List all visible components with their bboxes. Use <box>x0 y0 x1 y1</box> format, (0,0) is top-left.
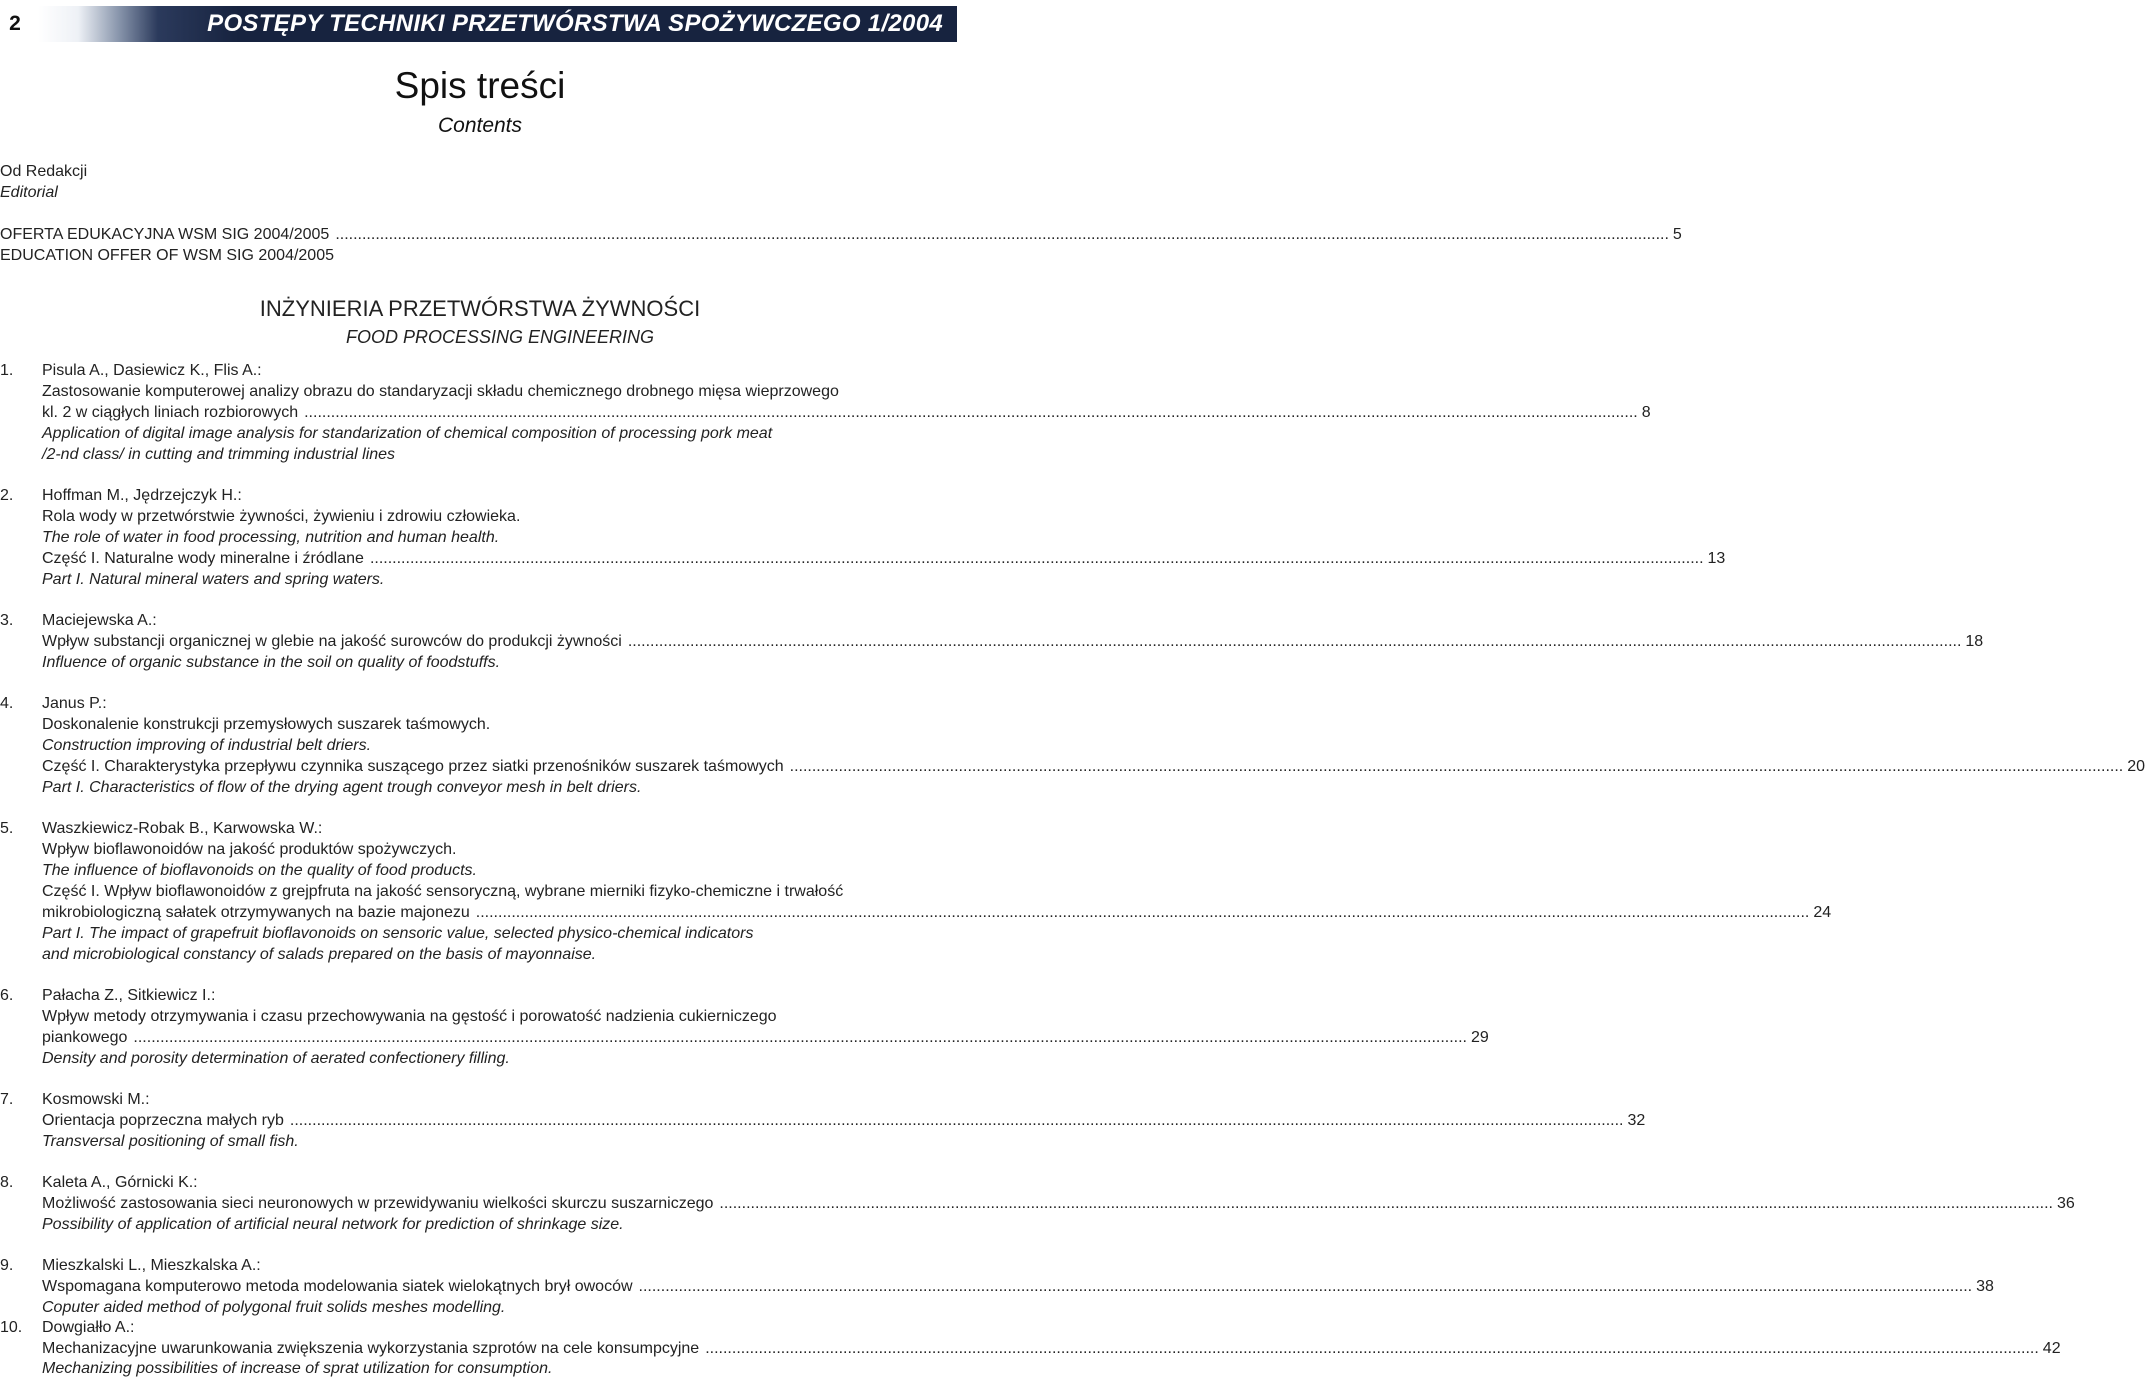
toc-title: Spis treści <box>394 65 566 106</box>
entry-title-line <box>42 756 2145 777</box>
editorial-en: Editorial <box>0 184 58 201</box>
page-ref: 29 <box>1471 1029 1489 1046</box>
page-ref: 8 <box>1641 404 1651 421</box>
entry-number: 4. <box>0 695 14 712</box>
page-ref: 5 <box>1672 226 1682 243</box>
entry-title-line <box>42 548 1726 569</box>
entry-title-en: Part I. The impact of grapefruit bioflavonoids on sensoric value, selected physico-chemical indicators <box>42 925 754 942</box>
entry-authors: Maciejewska A.: <box>42 612 157 629</box>
page-ref: 13 <box>1707 550 1726 567</box>
journal-banner <box>38 6 957 42</box>
dot-leader: ............................................................................................................................................................................................................................................................................................................ <box>369 550 1704 567</box>
entry-authors: Pałacha Z., Sitkiewicz I.: <box>42 987 216 1004</box>
entry-title-en: The influence of bioflavonoids on the quality of food products. <box>42 862 477 879</box>
entry-title-pl: piankowego <box>42 1029 128 1046</box>
entry-title-pl: Możliwość zastosowania sieci neuronowych w przewidywaniu wielkości skurczu suszarniczego <box>42 1195 714 1212</box>
entry-title-pl: kl. 2 w ciągłych liniach rozbiorowych <box>42 404 299 421</box>
entry-number: 5. <box>0 820 14 837</box>
entry-title-en: Mechanizing possibilities of increase of sprat utilization for consumption. <box>42 1360 553 1377</box>
page-ref: 36 <box>2056 1195 2075 1212</box>
entry-title-en: Application of digital image analysis for standarization of chemical composition of processing pork meat <box>42 425 773 442</box>
dot-leader: ............................................................................................................................................................................................................................................................................................................ <box>304 404 1638 421</box>
dot-leader: ............................................................................................................................................................................................................................................................................................................ <box>705 1340 2039 1357</box>
section-subtitle: FOOD PROCESSING ENGINEERING <box>345 327 655 347</box>
entry-title-pl: Orientacja poprzeczna małych ryb <box>42 1112 284 1129</box>
dot-leader: ............................................................................................................................................................................................................................................................................................................ <box>335 226 1669 243</box>
entry-title-en: Possibility of application of artificial neural network for prediction of shrinkage size. <box>42 1216 624 1233</box>
entry-title-pl: Wpływ substancji organicznej w glebie na jakość surowców do produkcji żywności <box>42 633 622 650</box>
entry-title-pl: Wspomagana komputerowo metoda modelowania siatek wielokątnych brył owoców <box>42 1278 633 1295</box>
dot-leader: ............................................................................................................................................................................................................................................................................................................ <box>627 633 1962 650</box>
entry-title-line <box>42 1027 1489 1048</box>
journal-title: POSTĘPY TECHNIKI PRZETWÓRSTWA SPOŻYWCZEGO 1/2004 <box>207 10 943 37</box>
entry-number: 3. <box>0 612 14 629</box>
entry-authors: Hoffman M., Jędrzejczyk H.: <box>42 487 242 504</box>
entry-title-line <box>42 902 1832 923</box>
entry-number: 6. <box>0 987 14 1004</box>
entry-title-pl: Wpływ metody otrzymywania i czasu przechowywania na gęstość i porowatość nadzienia cukierniczego <box>42 1008 777 1025</box>
entry-title-en: Part I. Characteristics of flow of the drying agent trough conveyor mesh in belt driers. <box>42 779 642 796</box>
editorial-pl: Od Redakcji <box>0 163 88 180</box>
page-header <box>0 0 960 44</box>
entry-title-en: /2-nd class/ in cutting and trimming industrial lines <box>42 446 396 463</box>
entry-title-line <box>42 1110 1646 1131</box>
page-number: 2 <box>9 12 21 35</box>
section-title: INŻYNIERIA PRZETWÓRSTWA ŻYWNOŚCI <box>259 296 701 321</box>
entry-number: 8. <box>0 1174 14 1191</box>
entry-title-en: and microbiological constancy of salads prepared on the basis of mayonnaise. <box>42 946 597 963</box>
offer-pl: OFERTA EDUKACYJNA WSM SIG 2004/2005 <box>0 226 330 243</box>
dot-leader: ............................................................................................................................................................................................................................................................................................................ <box>475 904 1810 921</box>
entry-title-pl: Rola wody w przetwórstwie żywności, żywieniu i zdrowiu człowieka. <box>42 508 521 525</box>
offer-en: EDUCATION OFFER OF WSM SIG 2004/2005 <box>0 247 334 264</box>
page-ref: 32 <box>1627 1112 1646 1129</box>
entry-title-pl: Część I. Charakterystyka przepływu czynnika suszącego przez siatki przenośników suszarek taśmowych <box>42 758 784 775</box>
entry-authors: Kaleta A., Górnicki K.: <box>42 1174 198 1191</box>
entry-title-pl: Wpływ bioflawonoidów na jakość produktów spożywczych. <box>42 841 457 858</box>
dot-leader: ............................................................................................................................................................................................................................................................................................................ <box>719 1195 2053 1212</box>
entry-title-pl: Zastosowanie komputerowej analizy obrazu do standaryzacji składu chemicznego drobnego mięsa wieprzowego <box>42 383 839 400</box>
entry-title-en: Transversal positioning of small fish. <box>42 1133 299 1150</box>
offer-line <box>0 224 1682 245</box>
entry-title-pl: mikrobiologiczną sałatek otrzymywanych na bazie majonezu <box>42 904 470 921</box>
entry-authors: Waszkiewicz-Robak B., Karwowska W.: <box>42 820 323 837</box>
entry-authors: Janus P.: <box>42 695 107 712</box>
entry-title-pl: Część I. Naturalne wody mineralne i źródlane <box>42 550 364 567</box>
entry-title-line <box>42 1276 1994 1297</box>
page-ref: 24 <box>1813 904 1832 921</box>
entry-title-pl: Doskonalenie konstrukcji przemysłowych suszarek taśmowych. <box>42 716 491 733</box>
entry-title-en: Part I. Natural mineral waters and spring waters. <box>42 571 385 588</box>
entry-authors: Dowgiałło A.: <box>42 1319 135 1336</box>
dot-leader: ............................................................................................................................................................................................................................................................................................................ <box>789 758 2124 775</box>
entry-title-line <box>42 1193 2075 1214</box>
dot-leader: ............................................................................................................................................................................................................................................................................................................ <box>638 1278 1973 1295</box>
entry-authors: Kosmowski M.: <box>42 1091 150 1108</box>
entry-title-pl: Część I. Wpływ bioflawonoidów z grejpfruta na jakość sensoryczną, wybrane mierniki fizyko-chemiczne i trwałość <box>42 883 844 900</box>
entry-authors: Mieszkalski L., Mieszkalska A.: <box>42 1257 261 1274</box>
entry-title-en: Coputer aided method of polygonal fruit solids meshes modelling. <box>42 1299 506 1316</box>
entry-title-line <box>42 631 1984 652</box>
entry-number: 9. <box>0 1257 14 1274</box>
entry-title-en: Construction improving of industrial belt driers. <box>42 737 372 754</box>
entry-authors: Pisula A., Dasiewicz K., Flis A.: <box>42 362 262 379</box>
page-ref: 18 <box>1965 633 1984 650</box>
page-ref: 38 <box>1976 1278 1994 1295</box>
entry-number: 10. <box>0 1319 23 1336</box>
entry-title-pl: Mechanizacyjne uwarunkowania zwiększenia wykorzystania szprotów na cele konsumpcyjne <box>42 1340 700 1357</box>
entry-title-line <box>42 402 1651 423</box>
toc-subtitle: Contents <box>437 114 523 137</box>
entry-title-en: Density and porosity determination of aerated confectionery filling. <box>42 1050 510 1067</box>
entry-title-en: The role of water in food processing, nutrition and human health. <box>42 529 500 546</box>
entry-title-en: Influence of organic substance in the soil on quality of foodstuffs. <box>42 654 501 671</box>
entry-title-line <box>42 1338 2061 1359</box>
dot-leader: ............................................................................................................................................................................................................................................................................................................ <box>133 1029 1467 1046</box>
entry-number: 2. <box>0 487 14 504</box>
page-ref: 42 <box>2042 1340 2061 1357</box>
dot-leader: ............................................................................................................................................................................................................................................................................................................ <box>289 1112 1624 1129</box>
entry-number: 1. <box>0 362 14 379</box>
page-ref: 20 <box>2127 758 2145 775</box>
entry-number: 7. <box>0 1091 14 1108</box>
